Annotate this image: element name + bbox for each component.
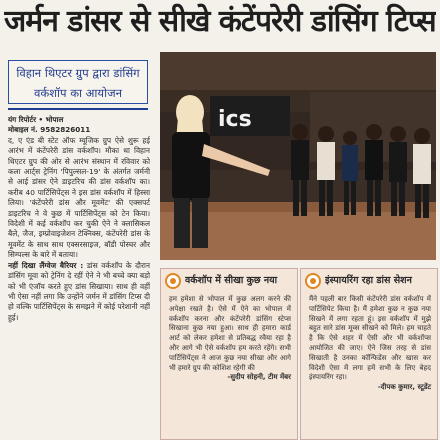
target-icon [165, 273, 181, 289]
subheadline-box [8, 60, 148, 104]
quote-box-text: मैंने पहली बार किसी कंटेंपरेरी डांस वर्कशॉप में पार्टिसिपेट किया है। मैं हमेशा कुछ न कुछ नया सिखने में लगा रहता हूं। इस वर्कशॉप में मुझे बहुत सारे डांस मूव्स सीखने को मिले। हम चाहते है कि ऐसे शहर में ऐसी और भी वर्कशॉप्स आयोजित की जाए। ऐने जिस तरह से डांस सिखाती है उनका कॉन्फिडेंस और खास कर विदेशी ऐसा में लगा हमें सभी के लिए बेहद इंस्पायरिंग रहा। [309, 295, 431, 382]
quote-box-text: हम हमेशा से भोपाल में कुछ अलग करने की अपेक्षा रखते है। ऐसे में ऐने का भोपाल में वर्कशॉप करना और कंटेंपरेरी डांसिंग स्टेप्स सिखाना कुछ नया हुआ। साथ ही हमारा कार्ड आर्ट को लेकर हमेशा से प्रतिबद्ध रवैया रहा है और आगे भी ऐसे वर्कशॉप हम करते रहेंगे। सभी पार्टिसिपेंट्स ने आज कुछ नया सीखा और आगे भी हमारे ग्रुप की कोशिश रहेगी की [169, 295, 291, 372]
byline-reporter: यंग रिपोर्टर • भोपाल [8, 115, 64, 124]
quote-box-signature: -सुदीप सोहनी, टीम मेंबर [227, 373, 291, 382]
quote-box-title: इंस्पायरिंग रहा डांस सेशन [325, 275, 412, 286]
quote-box-body [309, 295, 431, 393]
subheadline-line-1: विहान थिएटर ग्रुप द्वारा डांसिंग [16, 66, 140, 80]
quote-box-signature: -दीपक कुमार, स्टूडेंट [377, 383, 431, 392]
quote-box-session [300, 268, 438, 440]
headline: जर्मन डांसर से सीखे कंटेंपरेरी डांसिंग टिप्स [4, 4, 436, 39]
quote-box-title: वर्कशॉप में सीखा कुछ नया [185, 275, 278, 286]
subheadline-line-2: वर्कशॉप का आयोजन [34, 86, 122, 100]
byline-mobile: मोबाइल नं. 9582826011 [8, 125, 91, 135]
target-icon [305, 273, 321, 289]
subheadline-rule [8, 108, 148, 110]
photo-illustration [160, 52, 436, 260]
article-paragraph-1: द, ए एंड बी स्टेट ऑफ म्यूजिक ग्रुप ऐसे शुरू हई आरंभ में कंटेंपरेरी डांस वर्कशॉप। मौका था विहान थिएटर ग्रुप की ओर से आरंभ संस्थान में रविवार को कला आर्ट्स ट्रेनिंग 'पिपुल्सल-19' के अंतर्गत जर्मनी से आई डांसर ऐने डाइटरिच की डांस वर्कशॉप का। करीब 40 पार्टिसिपेंट्स ने इस डांस वर्कशॉप में हिस्सा लिया। 'कंटेंपरेरी डांस और मूवमेंट' की एक्सपर्ट डाइटरिच ने वे कुछ में पार्टिसिपेंट्स को टेन किया। विदेशी में कई वर्कशॉप कर चुकी ऐने ने क्लासिकल बैले, जैज, इम्प्रोवाइजेशन टेक्निक्स, कंटेंपरेरी डांस के मूवमेंट के साथ साथ एक्सरसाइज, बॉडी पोस्चर और सिम्पल्स के बारे में बताया। [8, 135, 150, 260]
article-column [8, 115, 150, 437]
article-paragraph-2: डांस वर्कशॉप के दौरान डांसिंग मूवा को ट्रेनिंग दे रहीं ऐने ने भी बच्चे क्या बड़ो को भी एंजॉय करते हुए डांस सिखाया। साथ ही वहीं भी ऐसा नहीं लगा कि उन्होंने जर्मन में डांसिंग टिप्स दी हो वल्कि पार्टिसिपेंट्स के समझने में कोई परेशानी नहीं हुई। [8, 260, 150, 322]
quote-box-body [169, 295, 291, 383]
dance-workshop-photo [160, 52, 436, 260]
article-subheading: नहीं दिखा लैंग्वेज बैरियर : [8, 260, 84, 270]
banner-text: ics [218, 107, 252, 132]
quote-box-workshop [160, 268, 298, 440]
